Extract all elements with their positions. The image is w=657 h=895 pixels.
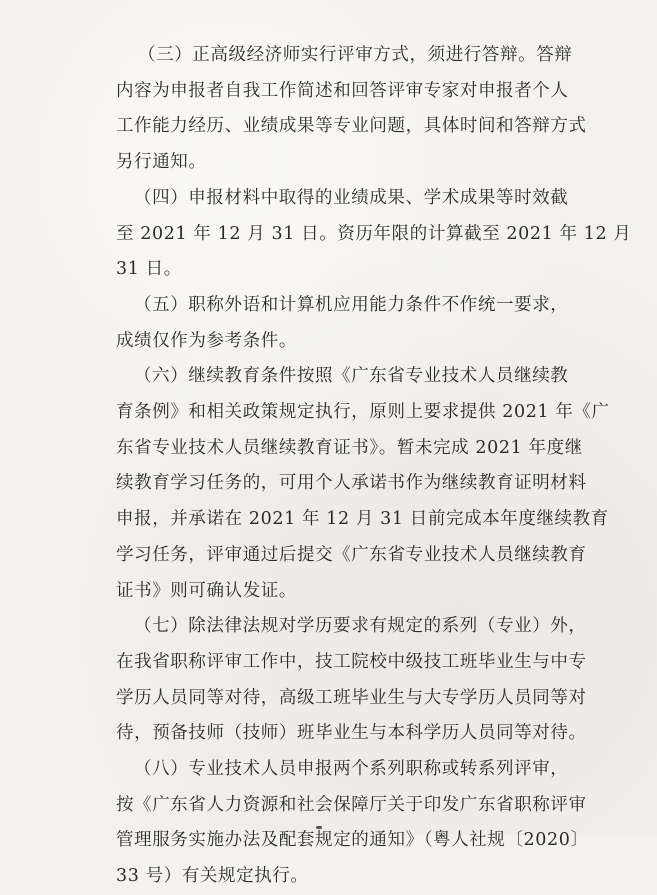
paragraph-7 <box>116 609 585 752</box>
paragraph-3 <box>116 38 585 181</box>
paragraph-line: （三）正高级经济师实行评审方式，须进行答辩。答辩 <box>138 45 573 65</box>
paragraph-line: 成绩仅作为参考条件。 <box>116 330 297 351</box>
paragraph-line: 学历人员同等对待，高级工班毕业生与大专学历人员同等对 <box>116 687 587 708</box>
paragraph-4 <box>116 181 632 288</box>
paragraph-line: 申报，并承诺在 2021 年 12 月 31 日前完成本年度继续教育 <box>116 509 609 530</box>
page-bottom-mark <box>316 826 322 829</box>
paragraph-line: （七）除法律法规对学历要求有规定的系列（专业）外， <box>134 616 587 637</box>
paragraph-line: （六）继续教育条件按照《广东省专业技术人员继续教 <box>134 366 569 387</box>
paragraph-line: 31 日。 <box>116 259 182 280</box>
paragraph-6 <box>116 359 610 609</box>
paragraph-line: 学习任务，评审通过后提交《广东省专业技术人员继续教育 <box>116 544 587 565</box>
paragraph-5 <box>116 288 585 359</box>
paragraph-line: 内容为申报者自我工作简述和回答评审专家对申报者个人 <box>116 80 569 101</box>
paragraph-line: 待，预备技师（技师）班毕业生与本科学历人员同等对待。 <box>116 723 587 744</box>
paragraph-line: （五）职称外语和计算机应用能力条件不作统一要求， <box>134 294 569 315</box>
paragraph-line: 东省专业技术人员继续教育证书》。暂未完成 2021 年度继 <box>116 437 583 458</box>
paragraph-line: 按《广东省人力资源和社会保障厅关于印发广东省职称评审 <box>116 794 587 815</box>
paragraph-line: （八）专业技术人员申报两个系列职称或转系列评审， <box>134 759 569 780</box>
paragraph-line: 育条例》和相关政策规定执行，原则上要求提供 2021 年《广 <box>116 402 610 423</box>
paragraph-line: （四）申报材料中取得的业绩成果、学术成果等时效截 <box>134 187 569 208</box>
paragraph-line: 管理服务实施办法及配套规定的通知》（粤人社规〔2020〕 <box>116 830 589 851</box>
paragraph-line: 续教育学习任务的，可用个人承诺书作为继续教育证明材料 <box>116 473 587 494</box>
paragraph-line: 另行通知。 <box>116 152 207 173</box>
paragraph-line: 工作能力经历、业绩成果等专业问题，具体时间和答辩方式 <box>116 116 587 137</box>
paragraph-line: 在我省职称评审工作中，技工院校中级技工班毕业生与中专 <box>116 651 587 672</box>
paragraph-line: 至 2021 年 12 月 31 日。资历年限的计算截至 2021 年 12 月 <box>116 223 632 244</box>
paragraph-line: 33 号）有关规定执行。 <box>116 866 309 887</box>
paragraph-line: 证书》则可确认发证。 <box>116 580 297 601</box>
paragraph-8 <box>116 752 589 895</box>
